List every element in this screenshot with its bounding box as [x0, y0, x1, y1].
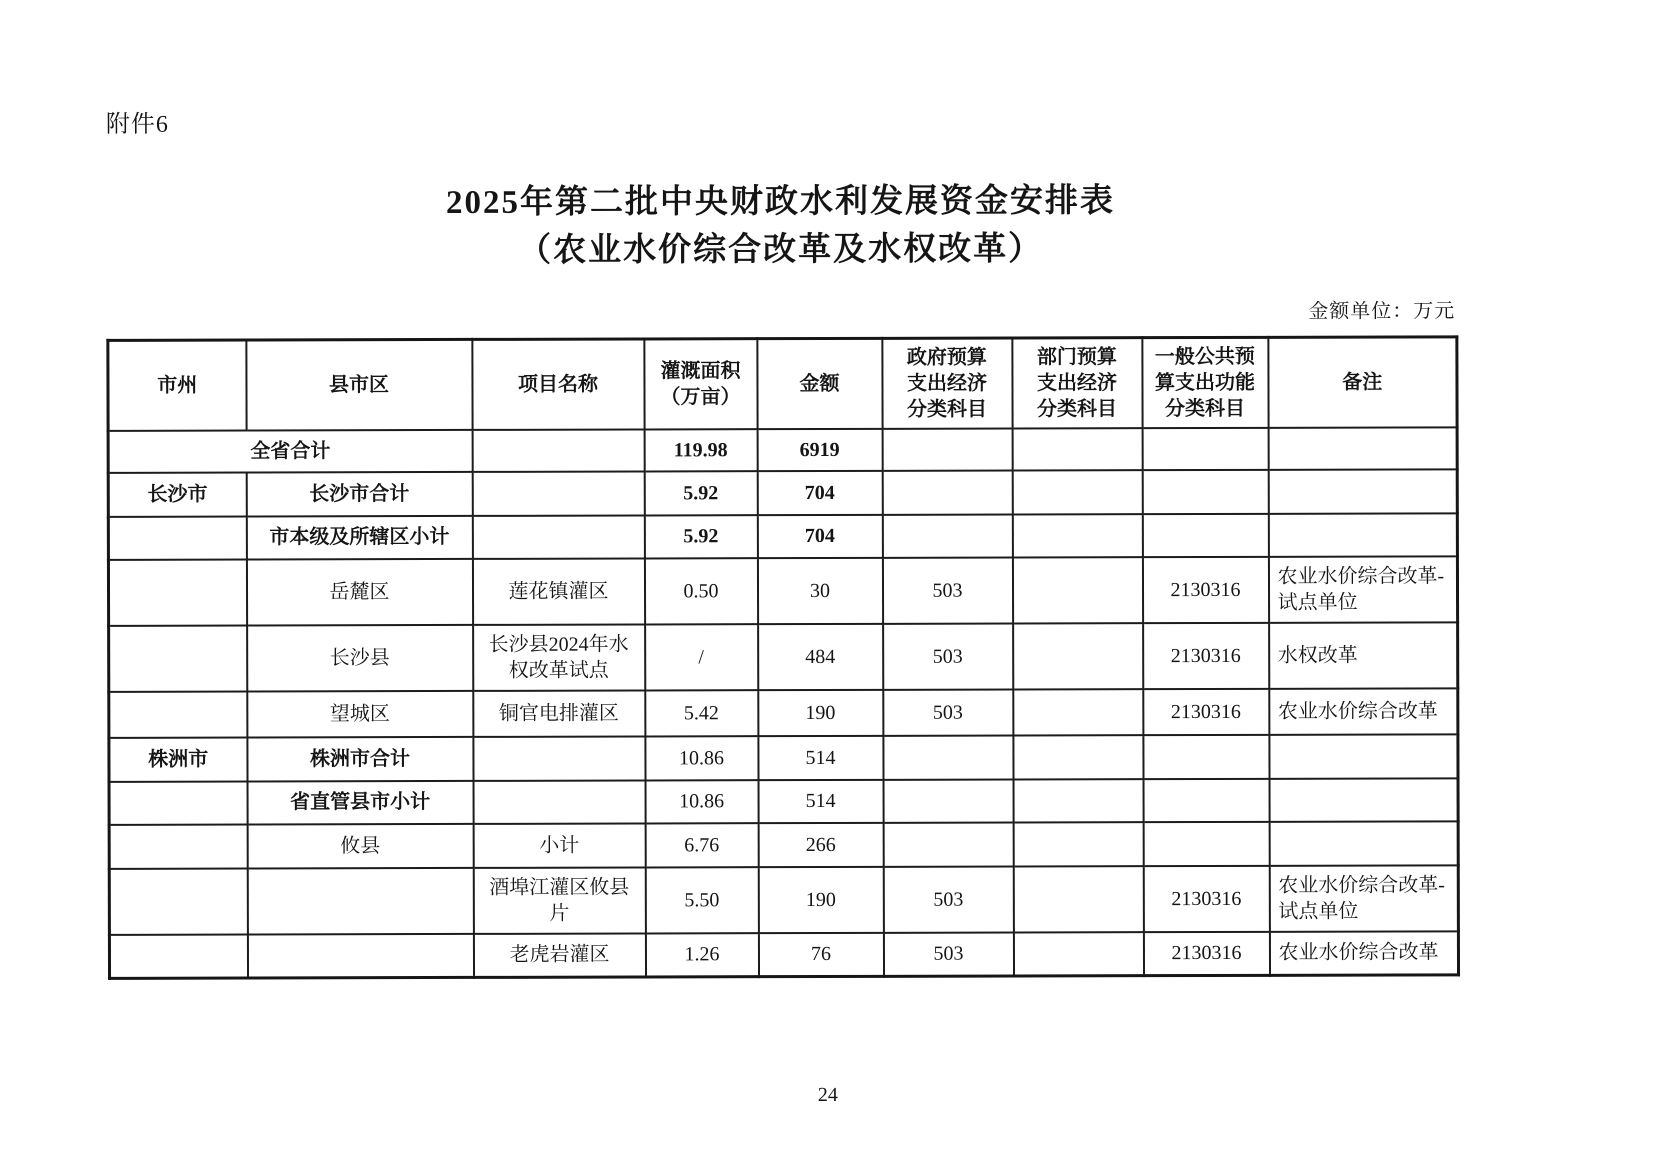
header-xian: 县市区: [246, 339, 472, 430]
cell-gov: [882, 470, 1012, 514]
table-row-direct-county-subtotal: [109, 778, 1458, 825]
cell-shi: 长沙市: [108, 472, 246, 516]
cell-remark: [1269, 734, 1458, 778]
table-row-changsha-total: [108, 469, 1457, 517]
cell-func: 2130316: [1142, 556, 1268, 622]
cell-gov: [883, 779, 1013, 822]
cell-gov: [882, 514, 1012, 557]
attachment-label: 附件6: [105, 111, 169, 138]
cell-shi: [109, 934, 247, 978]
table-row-laohuyan: [109, 931, 1458, 979]
table-header-row: [108, 337, 1457, 431]
cell-gov: [883, 822, 1013, 866]
cell-label: 全省合计: [108, 429, 472, 472]
header-dept-budget: 部门预算 支出经济 分类科目: [1012, 338, 1142, 428]
cell-area: 10.86: [645, 736, 758, 780]
header-project: 项目名称: [472, 339, 644, 429]
cell-shi: [108, 559, 246, 625]
cell-func: 2130316: [1143, 622, 1269, 688]
cell-dept: [1013, 689, 1143, 735]
cell-dept: [1013, 866, 1143, 932]
cell-area: 5.92: [644, 471, 757, 515]
header-public-budget: 一般公共预 算支出功能 分类科目: [1142, 337, 1268, 427]
header-remark: 备注: [1268, 337, 1457, 427]
table-row-jiubujiang: [109, 865, 1458, 935]
cell-area: /: [645, 624, 758, 690]
cell-area: 5.50: [645, 867, 758, 933]
page-number: 24: [817, 1083, 838, 1107]
cell-shi: [108, 516, 246, 559]
cell-area: 5.42: [645, 690, 758, 736]
cell-area: 1.26: [645, 933, 758, 977]
cell-remark: 农业水价综合改革: [1269, 931, 1458, 975]
cell-project: [472, 471, 644, 515]
cell-remark: 农业水价综合改革-试点单位: [1269, 865, 1458, 931]
cell-amount: 30: [757, 557, 882, 623]
cell-dept: [1013, 623, 1143, 689]
cell-xian: 长沙市合计: [246, 471, 472, 516]
cell-func: [1143, 778, 1269, 821]
cell-shi: [109, 691, 247, 737]
cell-func: [1142, 427, 1268, 469]
cell-project: [473, 736, 645, 780]
cell-dept: [1012, 514, 1142, 557]
cell-xian: 株洲市合计: [247, 736, 473, 781]
cell-dept: [1012, 470, 1142, 514]
table-row-yuelu: [108, 556, 1457, 626]
table-row-wangcheng: [109, 688, 1458, 738]
cell-shi: 株洲市: [109, 737, 247, 781]
cell-func: [1142, 469, 1268, 513]
cell-gov: [883, 735, 1013, 779]
cell-remark: 水权改革: [1269, 622, 1458, 688]
cell-xian: 省直管县市小计: [247, 780, 473, 824]
cell-remark: 农业水价综合改革-试点单位: [1268, 556, 1457, 622]
amount-unit-note: 金额单位：万元: [1308, 300, 1456, 323]
cell-func: [1143, 734, 1269, 778]
cell-gov: 503: [883, 689, 1013, 735]
cell-dept: [1013, 932, 1143, 976]
cell-amount: 6919: [757, 428, 882, 470]
table-row-youxian-subtotal: [109, 821, 1458, 869]
cell-amount: 484: [758, 623, 883, 689]
cell-dept: [1013, 779, 1143, 822]
document-title-line2: （农业水价综合改革及水权改革）: [518, 231, 1044, 269]
cell-xian: 岳麓区: [246, 558, 472, 625]
cell-project: 铜官电排灌区: [473, 690, 645, 736]
cell-project: 小计: [473, 823, 645, 867]
cell-func: [1142, 513, 1268, 556]
header-area: 灌溉面积 （万亩）: [644, 339, 757, 429]
cell-xian: 市本级及所辖区小计: [246, 515, 472, 559]
cell-area: 119.98: [644, 429, 757, 471]
cell-gov: 503: [883, 932, 1013, 976]
cell-shi: [109, 868, 247, 934]
cell-area: 6.76: [645, 823, 758, 867]
cell-project: [473, 780, 645, 823]
cell-amount: 76: [758, 932, 883, 976]
cell-shi: [109, 824, 247, 868]
cell-remark: [1269, 821, 1458, 865]
cell-gov: [882, 428, 1012, 470]
cell-project: [472, 429, 644, 471]
cell-amount: 514: [758, 735, 883, 779]
cell-xian: 攸县: [247, 823, 473, 868]
cell-func: 2130316: [1143, 865, 1269, 931]
cell-remark: [1268, 469, 1457, 513]
cell-amount: 190: [758, 866, 883, 932]
cell-shi: [109, 781, 247, 824]
cell-shi: [109, 625, 247, 691]
cell-gov: 503: [882, 557, 1012, 623]
cell-xian: [247, 867, 473, 934]
cell-area: 5.92: [644, 515, 757, 558]
funding-allocation-table: [106, 335, 1460, 980]
cell-area: 0.50: [644, 558, 757, 624]
cell-project: 莲花镇灌区: [472, 558, 644, 624]
cell-remark: [1268, 427, 1457, 469]
cell-amount: 514: [758, 779, 883, 822]
cell-amount: 704: [757, 514, 882, 557]
table-row-province-total: [108, 427, 1457, 473]
cell-project: 酒埠江灌区攸县片: [473, 867, 645, 933]
cell-dept: [1013, 735, 1143, 779]
cell-func: 2130316: [1143, 931, 1269, 975]
cell-remark: [1269, 778, 1458, 821]
table-row-city-subtotal: [108, 513, 1457, 560]
cell-amount: 704: [757, 470, 882, 514]
cell-project: 老虎岩灌区: [473, 933, 645, 977]
cell-project: 长沙县2024年水权改革试点: [473, 624, 645, 690]
document-title-line1: 2025年第二批中央财政水利发展资金安排表: [445, 183, 1116, 221]
cell-remark: [1268, 513, 1457, 556]
cell-area: 10.86: [645, 780, 758, 823]
cell-remark: 农业水价综合改革: [1269, 688, 1458, 734]
cell-gov: 503: [883, 866, 1013, 932]
cell-project: [472, 515, 644, 558]
cell-func: 2130316: [1143, 688, 1269, 734]
cell-dept: [1013, 822, 1143, 866]
table-row-changshaxian: [109, 622, 1458, 692]
cell-amount: 190: [758, 689, 883, 735]
cell-amount: 266: [758, 822, 883, 866]
cell-dept: [1012, 428, 1142, 470]
document-title: [106, 176, 1455, 276]
header-shi: 市州: [108, 340, 246, 430]
cell-dept: [1012, 557, 1142, 623]
header-gov-budget: 政府预算 支出经济 分类科目: [882, 338, 1012, 428]
table-row-zhuzhou-total: [109, 734, 1458, 782]
cell-func: [1143, 821, 1269, 865]
header-amount: 金额: [757, 338, 882, 428]
cell-xian: [247, 933, 473, 978]
cell-xian: 望城区: [247, 690, 473, 737]
cell-xian: 长沙县: [247, 624, 473, 691]
cell-gov: 503: [883, 623, 1013, 689]
